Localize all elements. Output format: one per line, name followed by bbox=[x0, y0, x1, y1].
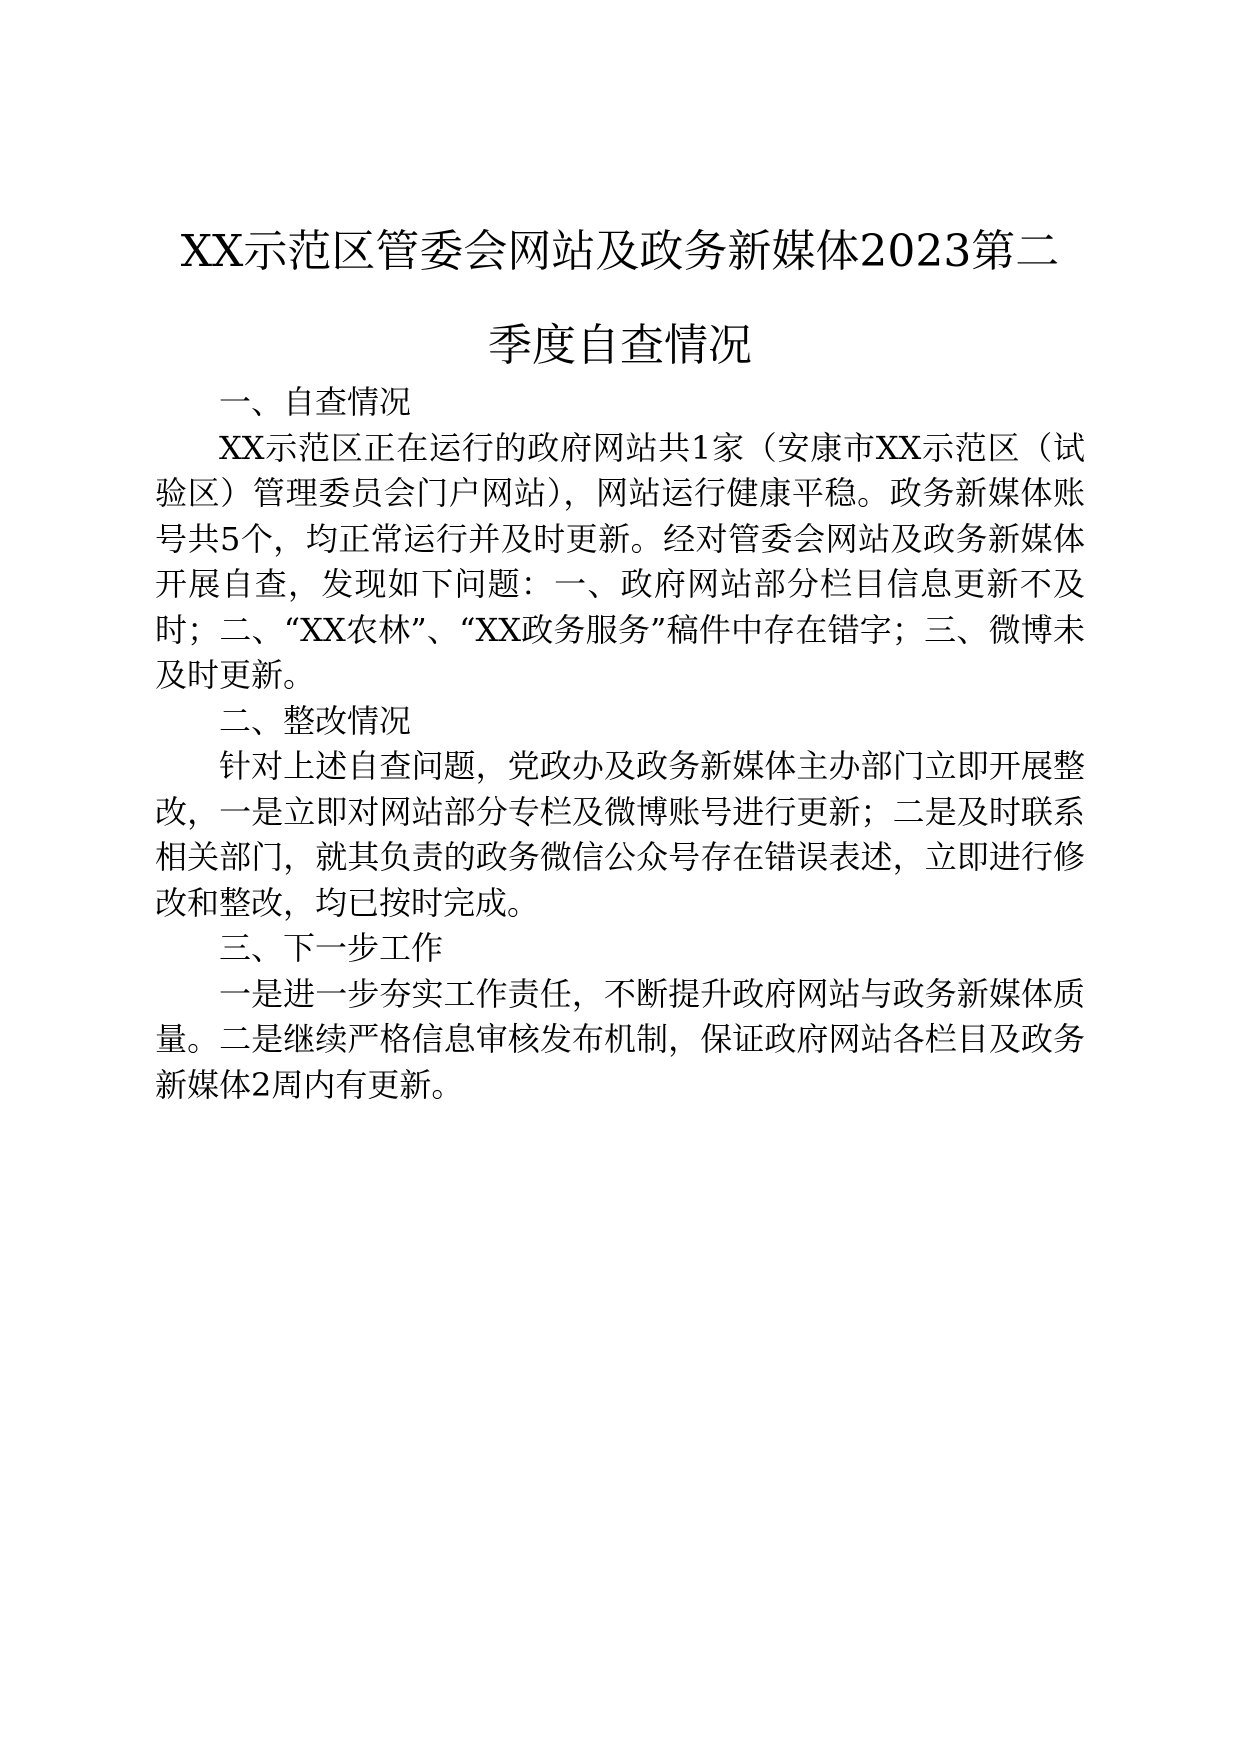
section-heading-rectification: 二、整改情况 bbox=[219, 701, 412, 740]
title-line-1: XX示范区管委会网站及政务新媒体2023第二 bbox=[180, 226, 1060, 277]
title-line-2: 季度自查情况 bbox=[488, 320, 752, 371]
section-paragraph-rectification: 针对上述自查问题，党政办及政务新媒体主办部门立即开展整改，一是立即对网站部分专栏及微博账号进行更新；二是及时联系相关部门，就其负责的政务微信公众号存在错误表述，立即进行修改和整改，均已按时完成。 bbox=[155, 747, 1085, 922]
section-paragraph-next-steps: 一是进一步夯实工作责任，不断提升政府网站与政务新媒体质量。二是继续严格信息审核发布机制，保证政府网站各栏目及政务新媒体2周内有更新。 bbox=[155, 974, 1085, 1104]
section-heading-next-steps: 三、下一步工作 bbox=[219, 929, 444, 967]
document-body bbox=[155, 380, 1085, 1108]
section-heading-self-check: 一、自查情况 bbox=[219, 383, 412, 421]
document-title bbox=[150, 205, 1090, 393]
section-paragraph-self-check: XX示范区正在运行的政府网站共1家（安康市XX示范区（试验区）管理委员会门户网站），网站运行健康平稳。政务新媒体账号共5个，均正常运行并及时更新。经对管委会网站及政务新媒体开展自查，发现如下问题：一、政府网站部分栏目信息更新不及时；二、“XX农林”、“XX政务服务”稿件中存在错字；三、微博未及时更新。 bbox=[155, 428, 1085, 694]
